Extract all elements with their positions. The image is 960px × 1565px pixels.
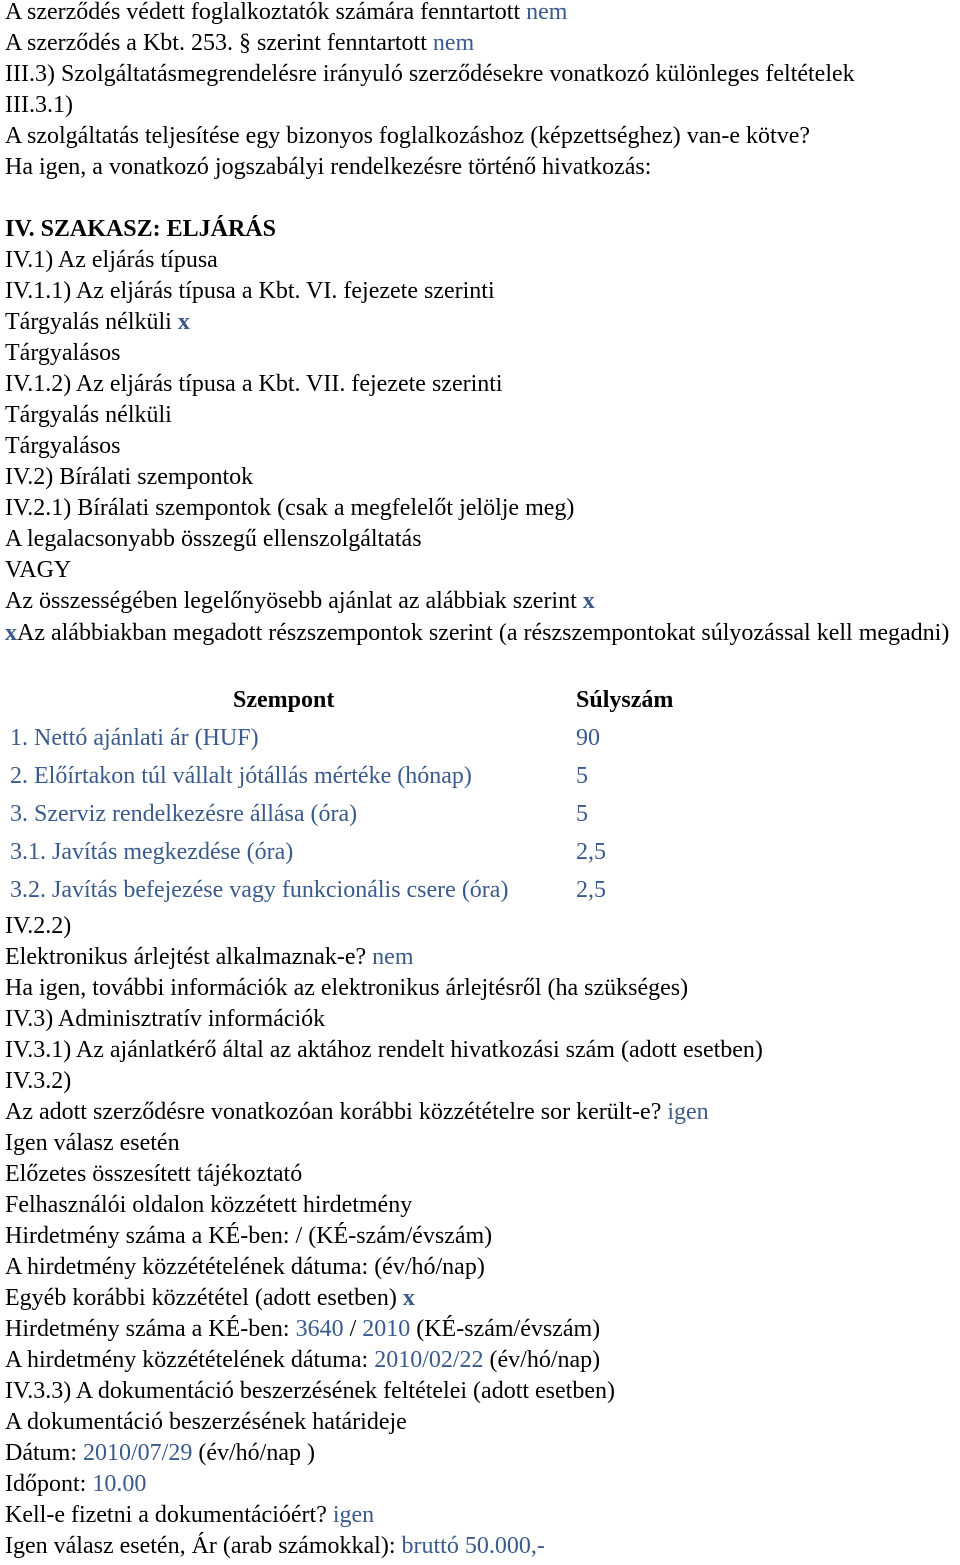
line-no-negotiation-vii: Tárgyalás nélküli [5, 402, 172, 428]
line-if-yes: Igen válasz esetén [5, 1130, 180, 1156]
line-e-auction-info: Ha igen, további információk az elektronikus árlejtésről (ha szükséges) [5, 975, 689, 1001]
line-prior-publication: Az adott szerződésre vonatkozóan korábbi közzétételre sor került-e? igen [5, 1099, 709, 1125]
line-kbt-reserved: A szerződés a Kbt. 253. § szerint fenntartott nem [5, 30, 475, 56]
line-doc-deadline: A dokumentáció beszerzésének határideje [5, 1409, 407, 1435]
line-iii-3-1: III.3.1) [5, 92, 73, 118]
table-row: 3. Szerviz rendelkezésre állása (óra) 5 [10, 801, 588, 827]
line-profession-question: A szolgáltatás teljesítése egy bizonyos foglalkozáshoz (képzettséghez) van-e kötve? [5, 123, 811, 149]
line-lowest-price: A legalacsonyabb összegű ellenszolgáltatás [5, 526, 422, 552]
line-fee-price: Igen válasz esetén, Ár (arab számokkal): bruttó 50.000,- [5, 1533, 545, 1559]
line-iv-3-1: IV.3.1) Az ajánlatkérő által az aktához rendelt hivatkozási szám (adott esetben) [5, 1037, 763, 1063]
line-iv-1-2: IV.1.2) Az eljárás típusa a Kbt. VII. fejezete szerinti [5, 371, 503, 397]
line-deadline-time: Időpont: 10.00 [5, 1471, 147, 1497]
line-iv-1-1: IV.1.1) Az eljárás típusa a Kbt. VI. fejezete szerinti [5, 278, 495, 304]
line-iv-3: IV.3) Adminisztratív információk [5, 1006, 326, 1032]
line-ke-number: Hirdetmény száma a KÉ-ben: 3640 / 2010 (KÉ-szám/évszám) [5, 1316, 601, 1342]
line-no-negotiation-vi: Tárgyalás nélküli x [5, 309, 190, 335]
line-legal-reference: Ha igen, a vonatkozó jogszabályi rendelkezésre történő hivatkozás: [5, 154, 652, 180]
line-service-conditions: III.3) Szolgáltatásmegrendelésre irányuló szerződésekre vonatkozó különleges feltételek [5, 61, 855, 87]
line-notice-number-empty: Hirdetmény száma a KÉ-ben: / (KÉ-szám/évszám) [5, 1223, 493, 1249]
line-negotiated-vi: Tárgyalásos [5, 340, 121, 366]
line-notice-date-empty: A hirdetmény közzétételének dátuma: (év/hó/nap) [5, 1254, 485, 1280]
line-buyer-profile: Felhasználói oldalon közzétett hirdetmény [5, 1192, 413, 1218]
line-publication-date: A hirdetmény közzétételének dátuma: 2010/02/22 (év/hó/nap) [5, 1347, 601, 1373]
line-iv-3-3: IV.3.3) A dokumentáció beszerzésének feltételei (adott esetben) [5, 1378, 615, 1404]
table-row: 2. Előírtakon túl vállalt jótállás mértéke (hónap) 5 [10, 763, 588, 789]
line-iv-2: IV.2) Bírálati szempontok [5, 464, 254, 490]
table-row: 3.2. Javítás befejezése vagy funkcionális csere (óra) 2,5 [10, 877, 606, 903]
line-iv-2-1: IV.2.1) Bírálati szempontok (csak a megfelelőt jelölje meg) [5, 495, 575, 521]
line-negotiated-vii: Tárgyalásos [5, 433, 121, 459]
line-prior-info-notice: Előzetes összesített tájékoztató [5, 1161, 303, 1187]
section-heading: IV. SZAKASZ: ELJÁRÁS [5, 216, 276, 242]
line-fee-question: Kell-e fizetni a dokumentációért? igen [5, 1502, 375, 1528]
table-header-criterion: Szempont [233, 687, 335, 713]
line-other-publication: Egyéb korábbi közzététel (adott esetben) x [5, 1285, 415, 1311]
line-subcriteria: xAz alábbiakban megadott részszempontok szerint (a részszempontokat súlyozással kell megadni) [5, 620, 950, 646]
line-protected-employers: A szerződés védett foglalkoztatók számára fenntartott nem [5, 0, 568, 25]
line-or: VAGY [5, 557, 72, 583]
table-row: 3.1. Javítás megkezdése (óra) 2,5 [10, 839, 606, 865]
line-iv-1: IV.1) Az eljárás típusa [5, 247, 218, 273]
line-iv-3-2: IV.3.2) [5, 1068, 72, 1094]
table-row: 1. Nettó ajánlati ár (HUF) 90 [10, 725, 600, 751]
line-deadline-date: Dátum: 2010/07/29 (év/hó/nap ) [5, 1440, 315, 1466]
line-most-advantageous: Az összességében legelőnyösebb ajánlat az alábbiak szerint x [5, 588, 595, 614]
line-iv-2-2: IV.2.2) [5, 913, 72, 939]
line-e-auction: Elektronikus árlejtést alkalmaznak-e? nem [5, 944, 414, 970]
table-header-weight: Súlyszám [576, 687, 674, 713]
